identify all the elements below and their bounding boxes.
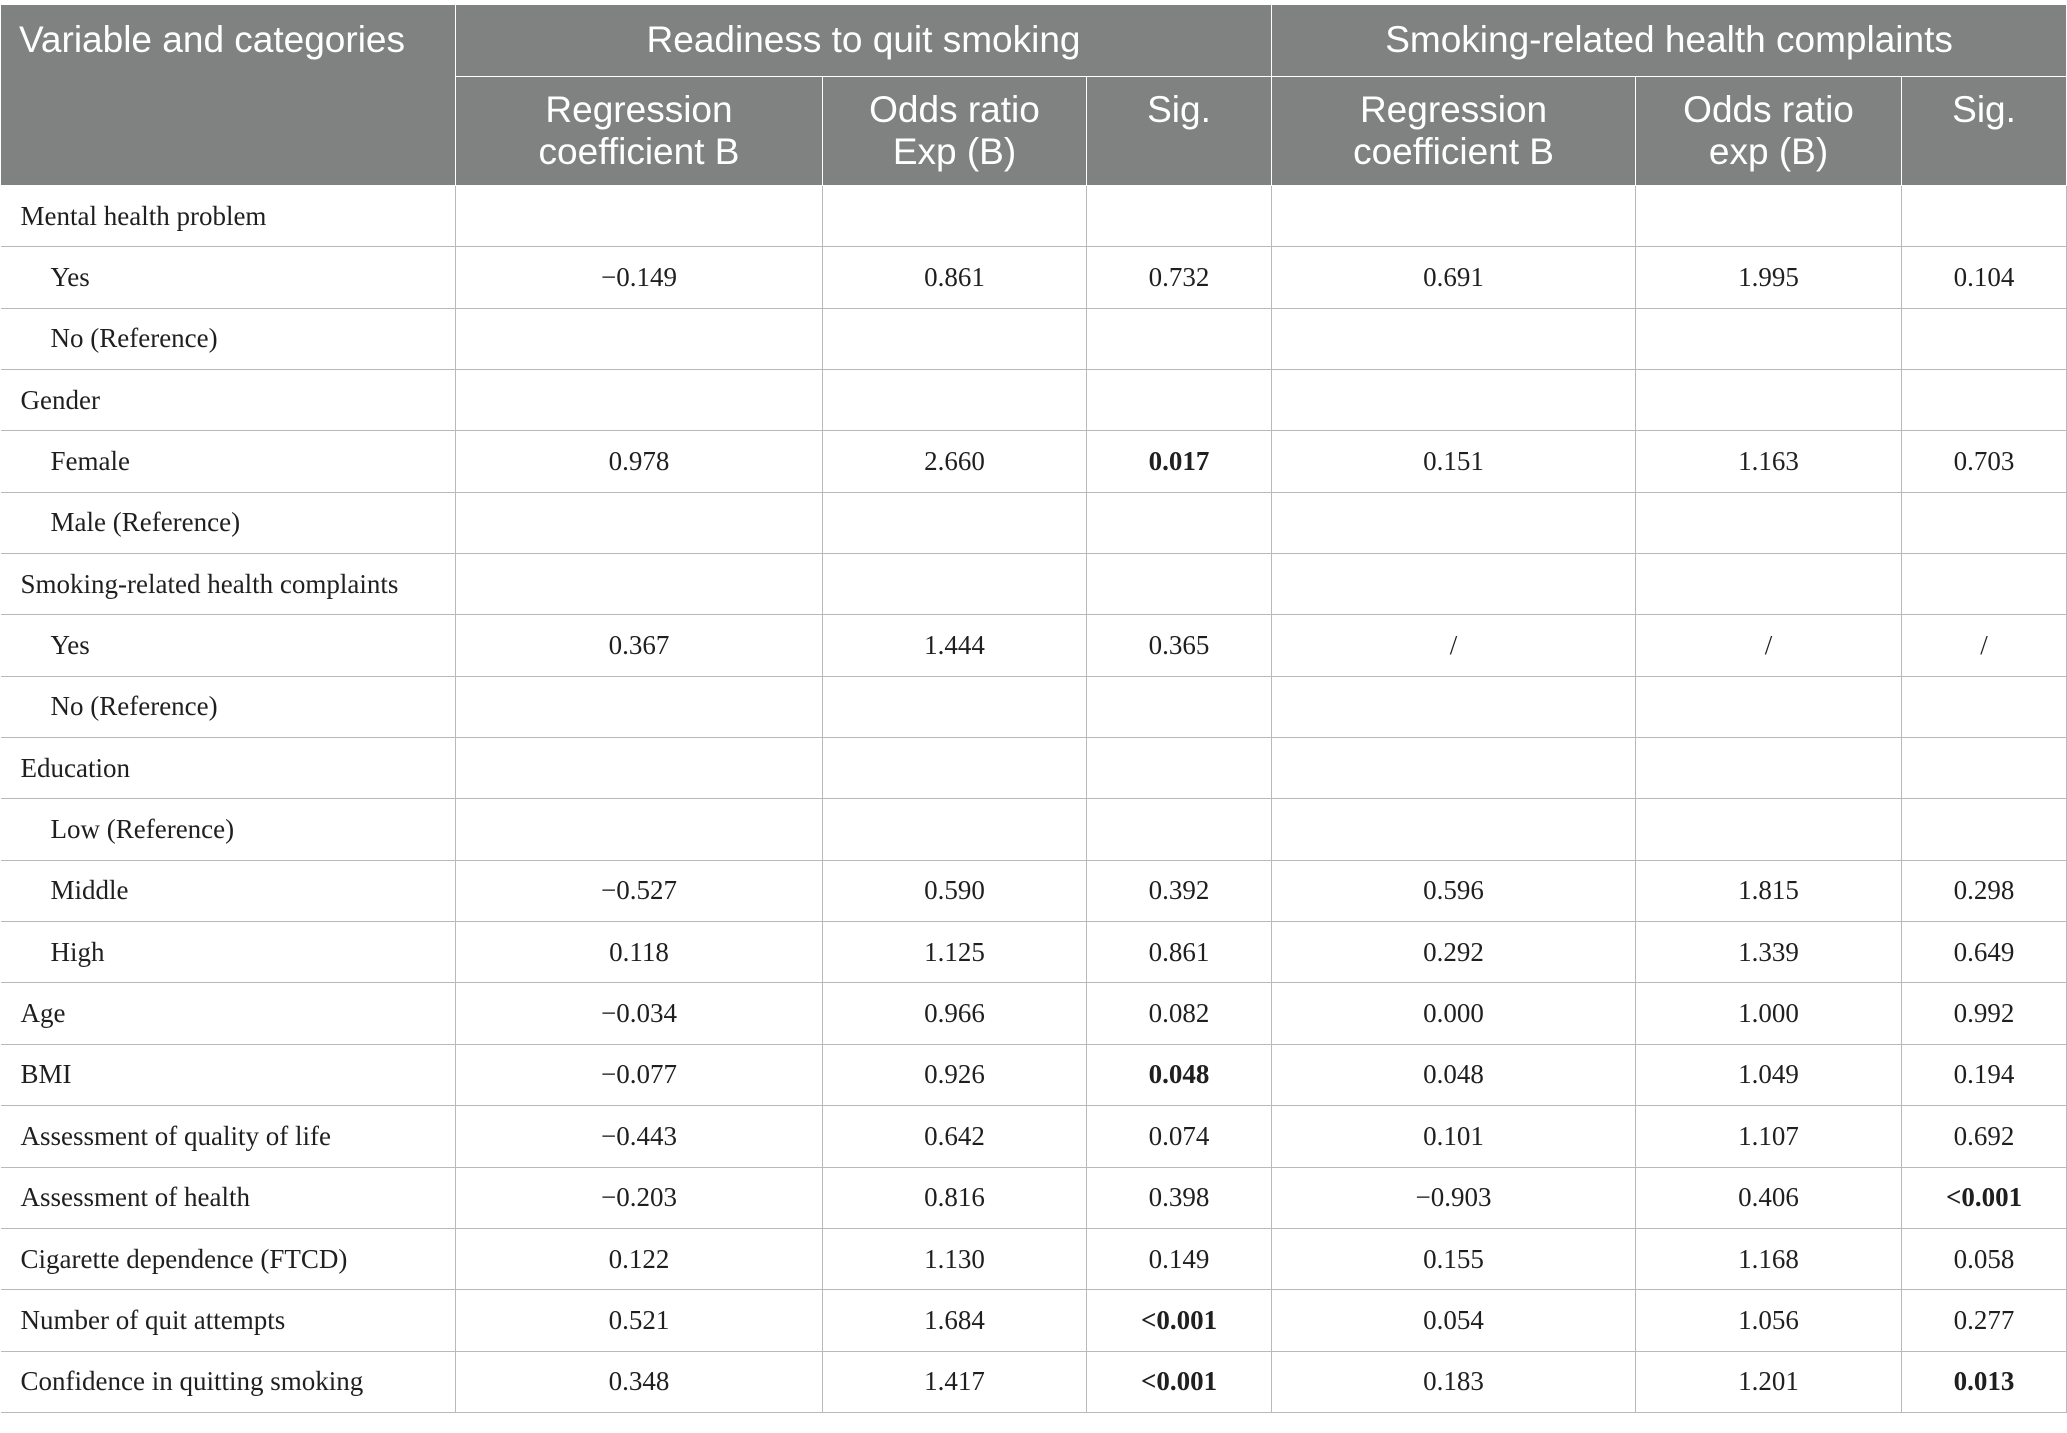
readiness-sig-cell: 0.398 <box>1087 1167 1272 1228</box>
header-line: Odds ratio <box>869 89 1040 130</box>
readiness-sig-cell <box>1087 676 1272 737</box>
complaints-odds-ratio-cell <box>1636 554 1902 615</box>
complaints-sig-cell: 0.692 <box>1902 1106 2067 1167</box>
complaints-odds-ratio-cell <box>1636 799 1902 860</box>
complaints-sig-cell: <0.001 <box>1902 1167 2067 1228</box>
readiness-odds-ratio-cell: 0.966 <box>823 983 1087 1044</box>
readiness-sig-cell <box>1087 186 1272 247</box>
complaints-coefficient-cell <box>1272 738 1636 799</box>
readiness-sig-cell: 0.392 <box>1087 860 1272 921</box>
row-label: No (Reference) <box>1 676 456 737</box>
complaints-odds-ratio-cell: 1.163 <box>1636 431 1902 492</box>
row-label: Low (Reference) <box>1 799 456 860</box>
header-line: exp (B) <box>1708 131 1829 172</box>
readiness-coefficient-cell: 0.367 <box>456 615 823 676</box>
complaints-sig-cell <box>1902 554 2067 615</box>
readiness-odds-ratio-cell: 1.130 <box>823 1228 1087 1289</box>
readiness-odds-ratio-cell: 0.926 <box>823 1044 1087 1105</box>
complaints-coefficient-cell <box>1272 799 1636 860</box>
complaints-odds-ratio-cell: 1.056 <box>1636 1290 1902 1351</box>
row-label: Age <box>1 983 456 1044</box>
readiness-sig-cell: 0.074 <box>1087 1106 1272 1167</box>
readiness-odds-ratio-cell <box>823 370 1087 431</box>
readiness-coefficient-cell <box>456 799 823 860</box>
table-row <box>1 1228 2067 1289</box>
complaints-odds-ratio-cell <box>1636 676 1902 737</box>
row-label: Smoking-related health complaints <box>1 554 456 615</box>
readiness-coefficient-cell <box>456 676 823 737</box>
complaints-sig-cell: 0.013 <box>1902 1351 2067 1412</box>
header-line: Odds ratio <box>1683 89 1854 130</box>
complaints-coefficient-cell: 0.048 <box>1272 1044 1636 1105</box>
table-row <box>1 1290 2067 1351</box>
complaints-odds-ratio-cell <box>1636 370 1902 431</box>
readiness-sig-cell: 0.017 <box>1087 431 1272 492</box>
complaints-coefficient-cell: 0.183 <box>1272 1351 1636 1412</box>
complaints-coefficient-cell <box>1272 554 1636 615</box>
complaints-coefficient-cell: / <box>1272 615 1636 676</box>
row-label: BMI <box>1 1044 456 1105</box>
complaints-sig-cell <box>1902 738 2067 799</box>
row-label: Yes <box>1 247 456 308</box>
header-readiness-odds-ratio <box>823 77 1087 186</box>
complaints-odds-ratio-cell: 1.995 <box>1636 247 1902 308</box>
readiness-coefficient-cell <box>456 554 823 615</box>
header-complaints-sig: Sig. <box>1902 77 2067 186</box>
readiness-odds-ratio-cell: 0.816 <box>823 1167 1087 1228</box>
row-label: Confidence in quitting smoking <box>1 1351 456 1412</box>
complaints-sig-cell: 0.277 <box>1902 1290 2067 1351</box>
readiness-odds-ratio-cell: 2.660 <box>823 431 1087 492</box>
header-line: Regression <box>545 89 733 130</box>
row-label: High <box>1 922 456 983</box>
table-row <box>1 738 2067 799</box>
readiness-coefficient-cell <box>456 492 823 553</box>
readiness-odds-ratio-cell: 1.125 <box>823 922 1087 983</box>
table-row <box>1 431 2067 492</box>
readiness-sig-cell: 0.149 <box>1087 1228 1272 1289</box>
regression-results-table <box>0 4 2067 1413</box>
header-group-complaints: Smoking-related health complaints <box>1272 5 2067 77</box>
header-variable: Variable and categories <box>1 5 456 186</box>
readiness-coefficient-cell: −0.149 <box>456 247 823 308</box>
complaints-sig-cell: / <box>1902 615 2067 676</box>
readiness-sig-cell <box>1087 738 1272 799</box>
complaints-coefficient-cell: 0.155 <box>1272 1228 1636 1289</box>
complaints-sig-cell <box>1902 186 2067 247</box>
complaints-coefficient-cell <box>1272 370 1636 431</box>
readiness-odds-ratio-cell: 0.861 <box>823 247 1087 308</box>
complaints-sig-cell <box>1902 370 2067 431</box>
complaints-odds-ratio-cell: 1.000 <box>1636 983 1902 1044</box>
readiness-coefficient-cell: 0.978 <box>456 431 823 492</box>
table-row <box>1 247 2067 308</box>
readiness-sig-cell <box>1087 554 1272 615</box>
complaints-odds-ratio-cell: 1.201 <box>1636 1351 1902 1412</box>
complaints-sig-cell: 0.649 <box>1902 922 2067 983</box>
readiness-odds-ratio-cell <box>823 738 1087 799</box>
row-label: Education <box>1 738 456 799</box>
table-row <box>1 983 2067 1044</box>
header-line: Exp (B) <box>892 131 1017 172</box>
header-complaints-odds-ratio <box>1636 77 1902 186</box>
complaints-coefficient-cell: 0.054 <box>1272 1290 1636 1351</box>
complaints-coefficient-cell: 0.101 <box>1272 1106 1636 1167</box>
complaints-coefficient-cell <box>1272 308 1636 369</box>
complaints-odds-ratio-cell <box>1636 492 1902 553</box>
table-row <box>1 186 2067 247</box>
complaints-odds-ratio-cell: 1.339 <box>1636 922 1902 983</box>
readiness-sig-cell <box>1087 492 1272 553</box>
complaints-sig-cell: 0.703 <box>1902 431 2067 492</box>
readiness-odds-ratio-cell: 1.444 <box>823 615 1087 676</box>
readiness-coefficient-cell: 0.521 <box>456 1290 823 1351</box>
complaints-coefficient-cell: 0.000 <box>1272 983 1636 1044</box>
row-label: Female <box>1 431 456 492</box>
readiness-coefficient-cell <box>456 308 823 369</box>
complaints-sig-cell: 0.058 <box>1902 1228 2067 1289</box>
readiness-odds-ratio-cell <box>823 186 1087 247</box>
complaints-coefficient-cell <box>1272 492 1636 553</box>
table-row <box>1 1351 2067 1412</box>
readiness-sig-cell <box>1087 799 1272 860</box>
table-row <box>1 1106 2067 1167</box>
readiness-coefficient-cell <box>456 186 823 247</box>
header-complaints-coefficient <box>1272 77 1636 186</box>
row-label: Assessment of quality of life <box>1 1106 456 1167</box>
readiness-coefficient-cell: −0.527 <box>456 860 823 921</box>
complaints-coefficient-cell: 0.151 <box>1272 431 1636 492</box>
complaints-odds-ratio-cell: 1.107 <box>1636 1106 1902 1167</box>
readiness-sig-cell: 0.048 <box>1087 1044 1272 1105</box>
complaints-odds-ratio-cell: 1.049 <box>1636 1044 1902 1105</box>
table-row <box>1 1044 2067 1105</box>
complaints-odds-ratio-cell: 1.815 <box>1636 860 1902 921</box>
readiness-coefficient-cell: −0.034 <box>456 983 823 1044</box>
readiness-sig-cell: 0.861 <box>1087 922 1272 983</box>
header-line: Regression <box>1359 89 1548 130</box>
readiness-coefficient-cell: −0.203 <box>456 1167 823 1228</box>
complaints-coefficient-cell <box>1272 676 1636 737</box>
row-label: Mental health problem <box>1 186 456 247</box>
readiness-odds-ratio-cell: 0.590 <box>823 860 1087 921</box>
complaints-coefficient-cell: 0.292 <box>1272 922 1636 983</box>
readiness-odds-ratio-cell <box>823 492 1087 553</box>
row-label: No (Reference) <box>1 308 456 369</box>
readiness-odds-ratio-cell <box>823 308 1087 369</box>
complaints-odds-ratio-cell <box>1636 186 1902 247</box>
readiness-sig-cell: <0.001 <box>1087 1351 1272 1412</box>
readiness-sig-cell: 0.082 <box>1087 983 1272 1044</box>
table-row <box>1 799 2067 860</box>
table-row <box>1 492 2067 553</box>
readiness-odds-ratio-cell: 0.642 <box>823 1106 1087 1167</box>
complaints-coefficient-cell: −0.903 <box>1272 1167 1636 1228</box>
header-line: coefficient B <box>538 131 740 172</box>
complaints-odds-ratio-cell <box>1636 738 1902 799</box>
complaints-sig-cell: 0.992 <box>1902 983 2067 1044</box>
readiness-coefficient-cell: −0.443 <box>456 1106 823 1167</box>
table-row <box>1 860 2067 921</box>
complaints-odds-ratio-cell <box>1636 308 1902 369</box>
complaints-sig-cell <box>1902 308 2067 369</box>
row-label: Yes <box>1 615 456 676</box>
complaints-coefficient-cell: 0.596 <box>1272 860 1636 921</box>
table-header-row-groups <box>1 5 2067 77</box>
readiness-sig-cell: 0.365 <box>1087 615 1272 676</box>
complaints-sig-cell: 0.298 <box>1902 860 2067 921</box>
readiness-odds-ratio-cell <box>823 676 1087 737</box>
readiness-coefficient-cell <box>456 738 823 799</box>
row-label: Cigarette dependence (FTCD) <box>1 1228 456 1289</box>
complaints-sig-cell <box>1902 492 2067 553</box>
row-label: Male (Reference) <box>1 492 456 553</box>
complaints-odds-ratio-cell: 0.406 <box>1636 1167 1902 1228</box>
readiness-sig-cell: <0.001 <box>1087 1290 1272 1351</box>
header-group-readiness: Readiness to quit smoking <box>456 5 1272 77</box>
table-row <box>1 554 2067 615</box>
row-label: Middle <box>1 860 456 921</box>
readiness-odds-ratio-cell: 1.684 <box>823 1290 1087 1351</box>
readiness-coefficient-cell: 0.122 <box>456 1228 823 1289</box>
table-row <box>1 676 2067 737</box>
readiness-sig-cell <box>1087 308 1272 369</box>
complaints-coefficient-cell: 0.691 <box>1272 247 1636 308</box>
complaints-odds-ratio-cell: / <box>1636 615 1902 676</box>
table-row <box>1 615 2067 676</box>
row-label: Assessment of health <box>1 1167 456 1228</box>
readiness-odds-ratio-cell <box>823 799 1087 860</box>
readiness-coefficient-cell: 0.118 <box>456 922 823 983</box>
readiness-coefficient-cell: −0.077 <box>456 1044 823 1105</box>
row-label: Gender <box>1 370 456 431</box>
complaints-sig-cell: 0.194 <box>1902 1044 2067 1105</box>
table-row <box>1 308 2067 369</box>
readiness-sig-cell: 0.732 <box>1087 247 1272 308</box>
complaints-sig-cell: 0.104 <box>1902 247 2067 308</box>
table-row <box>1 370 2067 431</box>
header-line: coefficient B <box>1353 131 1554 172</box>
header-readiness-sig: Sig. <box>1087 77 1272 186</box>
complaints-coefficient-cell <box>1272 186 1636 247</box>
readiness-odds-ratio-cell: 1.417 <box>823 1351 1087 1412</box>
complaints-sig-cell <box>1902 676 2067 737</box>
complaints-sig-cell <box>1902 799 2067 860</box>
readiness-coefficient-cell: 0.348 <box>456 1351 823 1412</box>
row-label: Number of quit attempts <box>1 1290 456 1351</box>
readiness-odds-ratio-cell <box>823 554 1087 615</box>
table-row <box>1 922 2067 983</box>
readiness-sig-cell <box>1087 370 1272 431</box>
header-readiness-coefficient <box>456 77 823 186</box>
complaints-odds-ratio-cell: 1.168 <box>1636 1228 1902 1289</box>
table-row <box>1 1167 2067 1228</box>
readiness-coefficient-cell <box>456 370 823 431</box>
